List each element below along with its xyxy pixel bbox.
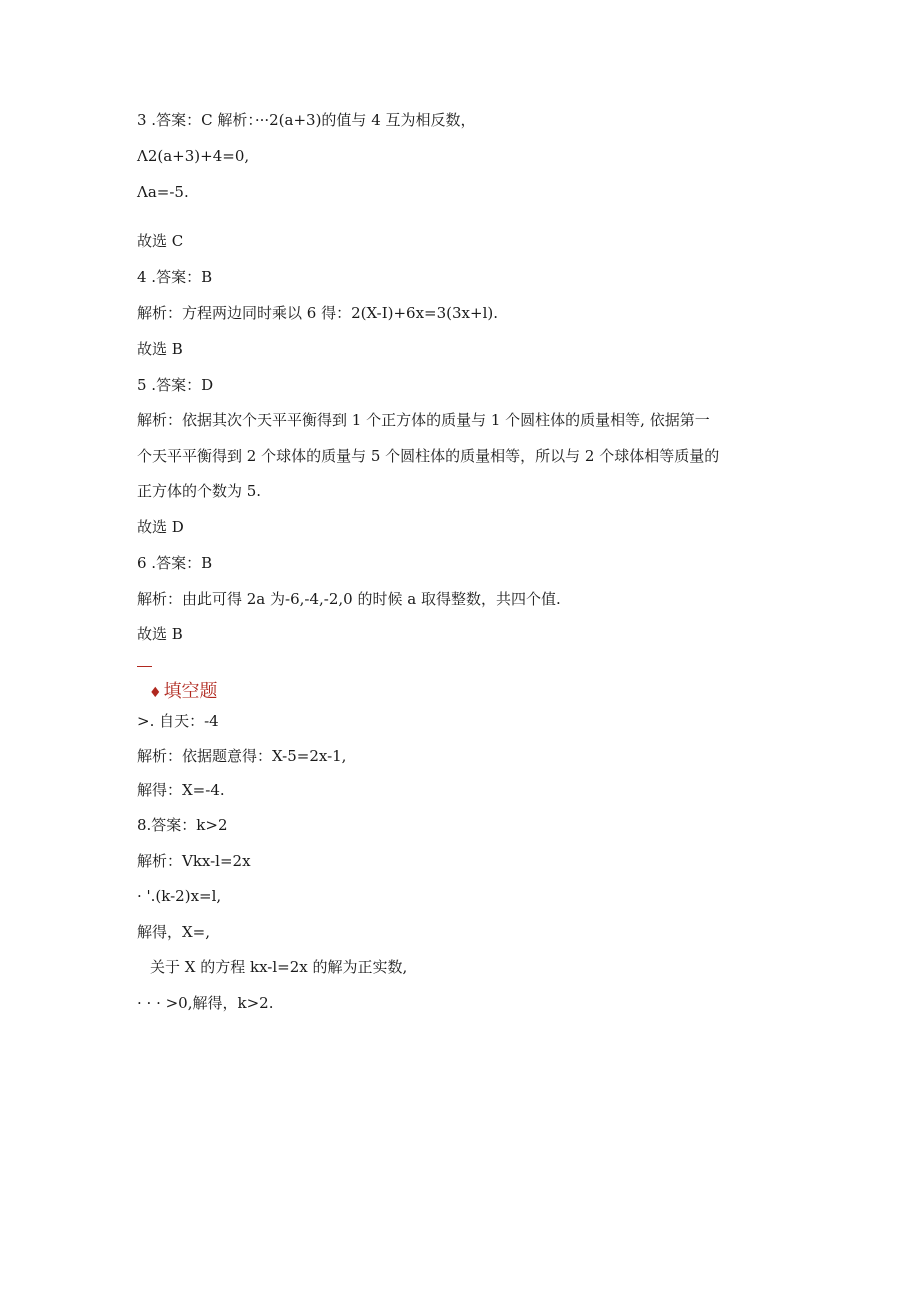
answer-8-explanation: 解析：Vkx-l=2x [137,852,251,870]
answer-4-explanation: 解析：方程两边同时乘以 6 得：2(X-I)+6x=3(3x+l). [137,304,498,322]
answer-4-choice: 故选 B [137,340,183,358]
answer-4-line: 4 .答案：B [137,268,213,286]
section-title: 填空题 [163,681,218,702]
answer-5-choice: 故选 D [137,518,184,536]
answer-6-choice: 故选 B [137,625,183,643]
answer-7-explanation: 解析：依据题意得：X-5=2x-1, [137,747,347,765]
answer-5-explanation-3: 正方体的个数为 5. [137,482,262,500]
answer-3-step-1: Λ2(a+3)+4=0, [137,147,250,165]
answer-3-line: 3 .答案：C 解析：···2(a+3)的值与 4 互为相反数， [137,111,476,129]
answer-8-conclusion: · · · >0,解得，k>2. [137,994,274,1012]
answer-6-line: 6 .答案：B [137,554,213,572]
section-heading [149,680,218,705]
answer-8-step-2: 解得，X=, [137,923,211,941]
answer-5-explanation-1: 解析：依据其次个天平平衡得到 1 个正方体的质量与 1 个圆柱体的质量相等, 依据第一 [137,411,710,429]
section-divider [137,666,152,667]
answer-6-explanation: 解析：由此可得 2a 为-6,-4,-2,0 的时候 a 取得整数，共四个值. [137,590,561,608]
answer-8-line: 8.答案：k>2 [137,816,228,834]
diamond-icon: ♦ [149,685,162,701]
answer-3-choice: 故选 C [137,232,184,250]
answer-5-explanation-2: 个天平平衡得到 2 个球体的质量与 5 个圆柱体的质量相等，所以与 2 个球体相等质量的 [137,447,720,465]
answer-7-line: >. 自天：-4 [137,712,219,730]
answer-5-line: 5 .答案：D [137,376,214,394]
answer-8-step-1: · '.(k-2)x=l, [137,887,222,905]
answer-8-step-3: 关于 X 的方程 kx-l=2x 的解为正实数, [150,958,408,976]
answer-7-solution: 解得：X=-4. [137,781,225,799]
answer-3-step-2: Λa=-5. [137,183,189,201]
